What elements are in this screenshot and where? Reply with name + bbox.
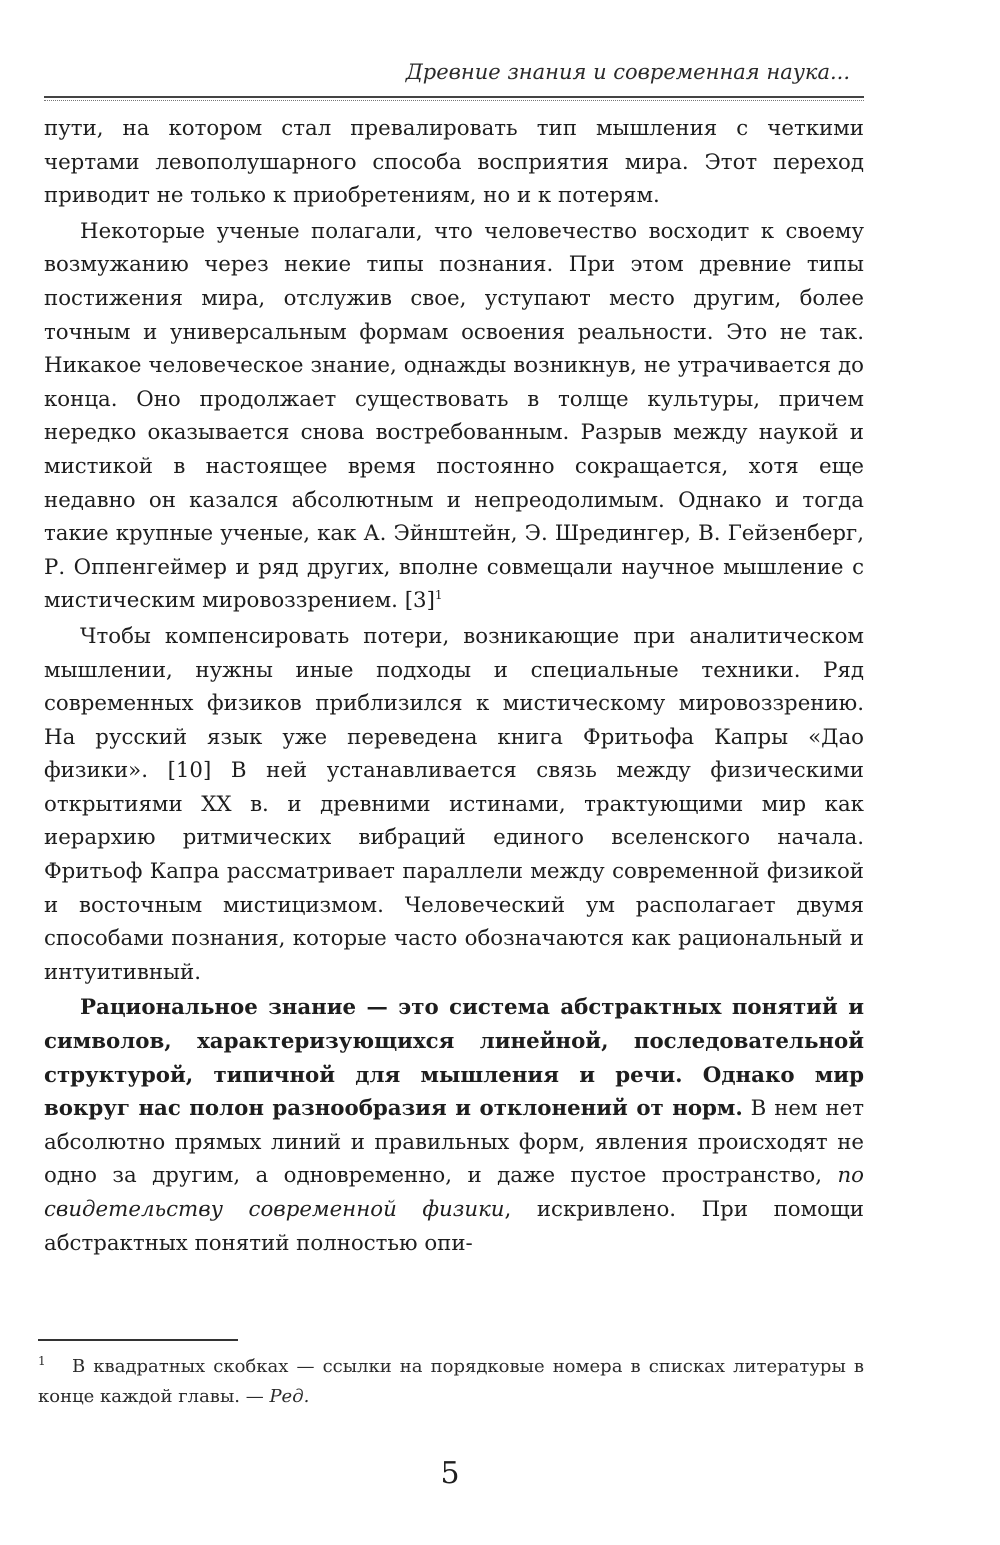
footnote-reference: 1 xyxy=(434,588,443,603)
paragraph-rational-knowledge xyxy=(44,991,864,1260)
paragraph-text-b: , искривлено. При помощи абстрактных понятий полностью опи- xyxy=(44,1197,864,1256)
italic-phrase: по свидетельству современной физики xyxy=(44,1163,864,1222)
header-rule xyxy=(44,96,864,98)
paragraph-scientists-text: Некоторые ученые полагали, что человечество восходит к своему возмужанию через некие типы познания. При этом древние типы постижения мира, отслужив свое, уступают место другим, более точным и универсальным формам освоения реальности. Это не так. Никакое человеческое знание, однажды возникнув, не утрачивается до конца. Оно продолжает существовать в толще культуры, причем нередко оказывается снова востребованным. Разрыв между наукой и мистикой в настоящее время постоянно сокращается, хотя еще недавно он казался абсолютным и непреодолимым. Однако и тогда такие крупные ученые, как А. Эйнштейн, Э. Шредингер, В. Гейзенберг, Р. Оппенгеймер и ряд других, вполне совмещали научное мышление с мистическим мировоззрением. [3] xyxy=(44,218,864,614)
main-text xyxy=(44,112,864,1260)
page-number: 5 xyxy=(440,1456,460,1491)
footnote: 1 В квадратных скобках — ссылки на порядковые номера в списках литературы в конце каждой главы. — Ред. xyxy=(38,1354,864,1407)
running-title: Древние знания и современная наука... xyxy=(405,60,850,84)
paragraph-scientists xyxy=(44,215,864,618)
rational-knowledge-definition: Рациональное знание — это система абстрактных понятий и символов, характеризующихся линейной, последовательной структурой, типичной для мышления и речи. Однако мир вокруг нас полон разнообразия и отклонений от норм. xyxy=(44,995,864,1122)
paragraph-continuation: пути, на котором стал превалировать тип мышления с четкими чертами левополушарного способа восприятия мира. Этот переход приводит не только к приобретениям, но и к потерям. xyxy=(44,116,864,209)
footnote-rule xyxy=(38,1339,238,1341)
footnote-text: В квадратных скобках — ссылки на порядковые номера в списках литературы в конце каждой главы. — xyxy=(38,1356,864,1407)
paragraph-text-a: В нем нет абсолютно прямых линий и правильных форм, явления происходят не одно за другим, а одновременно, и даже пустое пространство, xyxy=(44,1096,864,1189)
header-rule-dotted xyxy=(44,100,864,101)
footnote-editor: Ред. xyxy=(269,1386,310,1407)
paragraph-capra: Чтобы компенсировать потери, возникающие при аналитическом мышлении, нужны иные подходы и специальные техники. Ряд современных физиков приблизился к мистическому мировоззрению. На русский язык уже переведена книга Фритьофа Капры «Дао физики». [10] В ней устанавливается связь между физическими открытиями XX в. и древними истинами, трактующими мир как иерархию ритмических вибраций единого вселенского начала. Фритьоф Капра рассматривает параллели между современной физикой и восточным мистицизмом. Человеческий ум располагает двумя способами познания, которые часто обозначаются как рациональный и интуитивный. xyxy=(44,623,864,985)
